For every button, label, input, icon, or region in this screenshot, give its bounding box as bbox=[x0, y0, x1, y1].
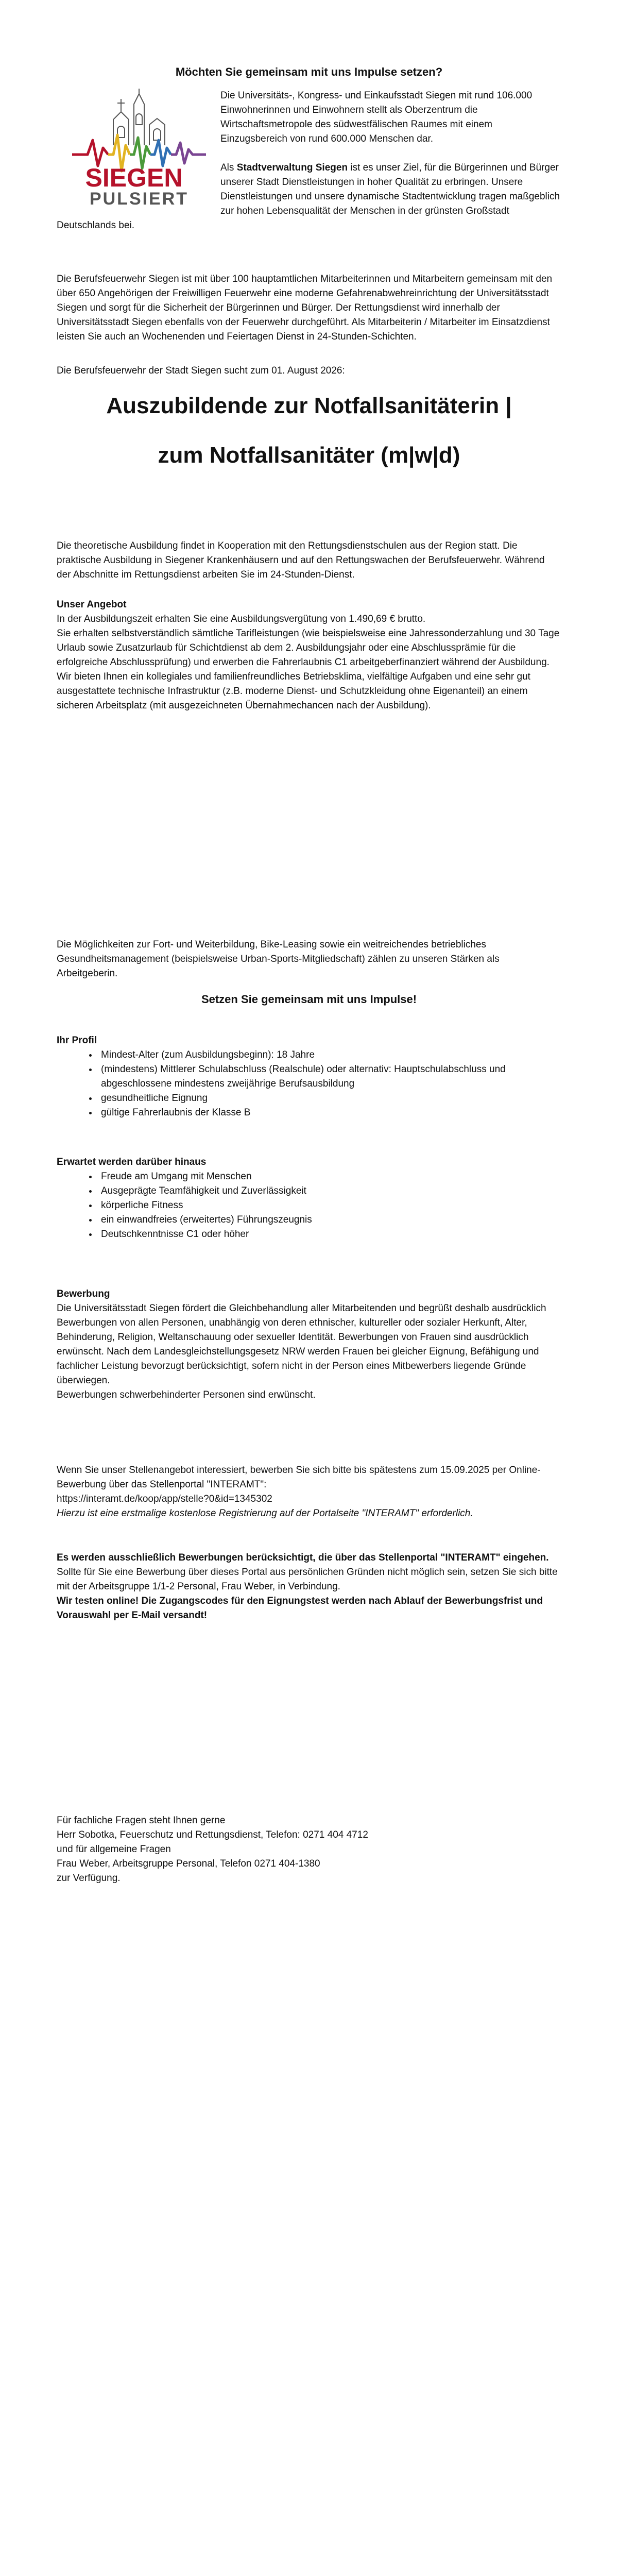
fire-dept-paragraph: Die Berufsfeuerwehr Siegen ist mit über 100 hauptamtlichen Mitarbeiterinnen und Mitarbeitern gemeinsam mit den über 650 Angehörigen der Freiwilligen Feuerwehr eine moderne Gefahrenabwehreinrichtung der Universitätsstadt Siegen und sorgt für die Sicherheit der Bürgerinnen und Bürger. Der Rettungsdienst wird innerhalb der Universitätsstadt Siegen ebenfalls von der Feuerwehr durchgeführt. Als Mitarbeiterin / Mitarbeiter im Einsatzdienst leisten Sie auch an Wochenenden und Feiertagen Dienst in 24-Stunden-Schichten. bbox=[57, 274, 553, 342]
job-title-line-2: zum Notfallsanitäter (m|w|d) bbox=[158, 443, 460, 468]
intro-employer-name: Stadtverwaltung Siegen bbox=[236, 162, 348, 173]
notice-paragraph bbox=[57, 1551, 561, 1594]
list-item: • körperliche Fitness bbox=[98, 1198, 561, 1213]
profile-list bbox=[57, 1048, 561, 1120]
contact-line: und für allgemeine Fragen bbox=[57, 1844, 171, 1855]
expected-list bbox=[57, 1170, 561, 1242]
apply-deadline-line: Wenn Sie unser Stellenangebot interessiert, bewerben Sie sich bitte bis spätestens zum 15.09.2025 per Online-Bewerbung über das Stellenportal "INTERAMT": bbox=[57, 1465, 541, 1490]
job-title-line-1: Auszubildende zur Notfallsanitäterin | bbox=[106, 393, 512, 418]
profile-heading: Ihr Profil bbox=[57, 1035, 97, 1046]
extras-paragraph: Die Möglichkeiten zur Fort- und Weiterbildung, Bike-Leasing sowie ein weitreichendes betriebliches Gesundheitsmanagement (beispielsweise Urban-Sports-Mitgliedschaft) zählen zu unseren Stärken als Arbeitgeberin. bbox=[57, 939, 500, 979]
contact-line: zur Verfügung. bbox=[57, 1873, 121, 1884]
siegen-pulsiert-logo bbox=[57, 89, 211, 207]
notice-bold-text: Es werden ausschließlich Bewerbungen berücksichtigt, die über das Stellenportal "INTERAMT" eingehen. bbox=[57, 1552, 549, 1563]
contact-line: Für fachliche Fragen steht Ihnen gerne bbox=[57, 1815, 226, 1826]
expected-section bbox=[57, 1155, 561, 1242]
offer-paragraph-1: In der Ausbildungszeit erhalten Sie eine Ausbildungsvergütung von 1.490,69 € brutto. bbox=[57, 614, 426, 624]
notice-section bbox=[57, 1551, 561, 1623]
offer-heading: Unser Angebot bbox=[57, 599, 127, 610]
expected-heading: Erwartet werden darüber hinaus bbox=[57, 1157, 207, 1167]
list-item: • Deutschkenntnisse C1 oder höher bbox=[98, 1227, 561, 1242]
offer-paragraph-2: Sie erhalten selbstverständlich sämtliche Tarifleistungen (wie beispielsweise eine Jahressonderzahlung und 30 Tage Urlaub sowie Zusatzurlaub für Schichtdienst ab dem 2. Ausbildungsjahr oder eine Abschlussprämie für die erfolgreiche Abschlussprüfung) und erwerben die Fahrerlaubnis C1 arbeitgeberfinanziert während der Ausbildung. bbox=[57, 628, 560, 668]
list-item: • Ausgeprägte Teamfähigkeit und Zuverlässigkeit bbox=[98, 1184, 561, 1198]
contact-line: Frau Weber, Arbeitsgruppe Personal, Telefon 0271 404-1380 bbox=[57, 1858, 320, 1869]
application-heading: Bewerbung bbox=[57, 1289, 110, 1299]
intro-heading: Möchten Sie gemeinsam mit uns Impulse setzen? bbox=[175, 65, 443, 78]
online-test-notice: Wir testen online! Die Zugangscodes für den Eignungstest werden nach Ablauf der Bewerbungsfrist und Vorauswahl per E-Mail versandt! bbox=[57, 1596, 543, 1621]
notice-normal-text: Sollte für Sie eine Bewerbung über dieses Portal aus persönlichen Gründen nicht möglich sein, setzen Sie sich bitte mit der Arbeitsgruppe 1/1-2 Personal, Frau Weber, in Verbindung. bbox=[57, 1567, 558, 1592]
registration-note: Hierzu ist eine erstmalige kostenlose Registrierung auf der Portalseite "INTERAMT" erforderlich. bbox=[57, 1508, 473, 1519]
apply-url[interactable]: https://interamt.de/koop/app/stelle?0&id=1345302 bbox=[57, 1494, 272, 1504]
intro-paragraph-2-prefix: Als bbox=[220, 162, 237, 173]
logo-line2: PULSIERT bbox=[89, 189, 189, 207]
intro-paragraph-1: Die Universitäts-, Kongress- und Einkaufsstadt Siegen mit rund 106.000 Einwohnerinnen und Einwohnern stellt als Oberzentrum die Wirtschaftsmetropole des südwestfälischen Raumes mit einem Einzugsbereich von rund 600.000 Menschen dar. bbox=[220, 90, 533, 144]
training-paragraph: Die theoretische Ausbildung findet in Kooperation mit den Rettungsdienstschulen aus der Region statt. Die praktische Ausbildung in Siegener Krankenhäusern und auf den Rettungswachen der Berufsfeuerwehr. Während der Abschnitte im Rettungsdienst arbeiten Sie im 24-Stunden-Dienst. bbox=[57, 540, 545, 580]
application-paragraph-1: Die Universitätsstadt Siegen fördert die Gleichbehandlung aller Mitarbeitenden und begrüßt deshalb ausdrücklich Bewerbungen von allen Personen, unabhängig von deren ethnischer, kultureller oder sozialer Herkunft, Alter, Behinderung, Religion, Weltanschauung oder sexueller Identität. Bewerbungen von Frauen sind ausdrücklich erwünscht. Nach dem Landesgleichstellungsgesetz NRW werden Frauen bei gleicher Eignung, Befähigung und fachlicher Leistung bevorzugt berücksichtigt, sofern nicht in der Person eines Mitbewerbers liegende Gründe überwiegen. bbox=[57, 1303, 546, 1386]
slogan: Setzen Sie gemeinsam mit uns Impulse! bbox=[201, 993, 417, 1006]
apply-info-section bbox=[57, 1463, 561, 1521]
logo-line1: SIEGEN bbox=[85, 163, 183, 192]
list-item: • (mindestens) Mittlerer Schulabschluss (Realschule) oder alternativ: Hauptschulabschluss und abgeschlossene mindestens zweijährige Berufsausbildung bbox=[98, 1062, 561, 1091]
contact-section bbox=[57, 1814, 561, 1886]
profile-section bbox=[57, 1033, 561, 1120]
search-line: Die Berufsfeuerwehr der Stadt Siegen sucht zum 01. August 2026: bbox=[57, 365, 345, 376]
list-item: • ein einwandfreies (erweitertes) Führungszeugnis bbox=[98, 1213, 561, 1227]
list-item: • gesundheitliche Eignung bbox=[98, 1091, 561, 1106]
list-item: • Freude am Umgang mit Menschen bbox=[98, 1170, 561, 1184]
list-item: • gültige Fahrerlaubnis der Klasse B bbox=[98, 1106, 561, 1120]
application-paragraph-2: Bewerbungen schwerbehinderter Personen sind erwünscht. bbox=[57, 1389, 316, 1400]
application-section bbox=[57, 1287, 561, 1402]
offer-paragraph-3: Wir bieten Ihnen ein kollegiales und familienfreundliches Betriebsklima, vielfältige Aufgaben und eine sehr gut ausgestattete technische Infrastruktur (z.B. moderne Dienst- und Schutzkleidung ohne Eigenanteil) an einem sicheren Arbeitsplatz (mit ausgezeichneten Übernahmechancen nach der Ausbildung). bbox=[57, 671, 530, 711]
list-item: • Mindest-Alter (zum Ausbildungsbeginn): 18 Jahre bbox=[98, 1048, 561, 1062]
job-title bbox=[57, 381, 561, 480]
intro-paragraph-2-suffix: ist es unser Ziel, für die Bürgerinnen und Bürger unserer Stadt Dienstleistungen in hoher Qualität zu erbringen. Unsere Dienstleistungen und unsere dynamische Stadtentwicklung tragen maßgeblich zur hohen Lebensqualität der Menschen in der grünsten Großstadt Deutschlands bei. bbox=[57, 162, 560, 231]
contact-line: Herr Sobotka, Feuerschutz und Rettungsdienst, Telefon: 0271 404 4712 bbox=[57, 1829, 368, 1840]
intro-section bbox=[57, 89, 561, 233]
offer-section bbox=[57, 598, 561, 713]
